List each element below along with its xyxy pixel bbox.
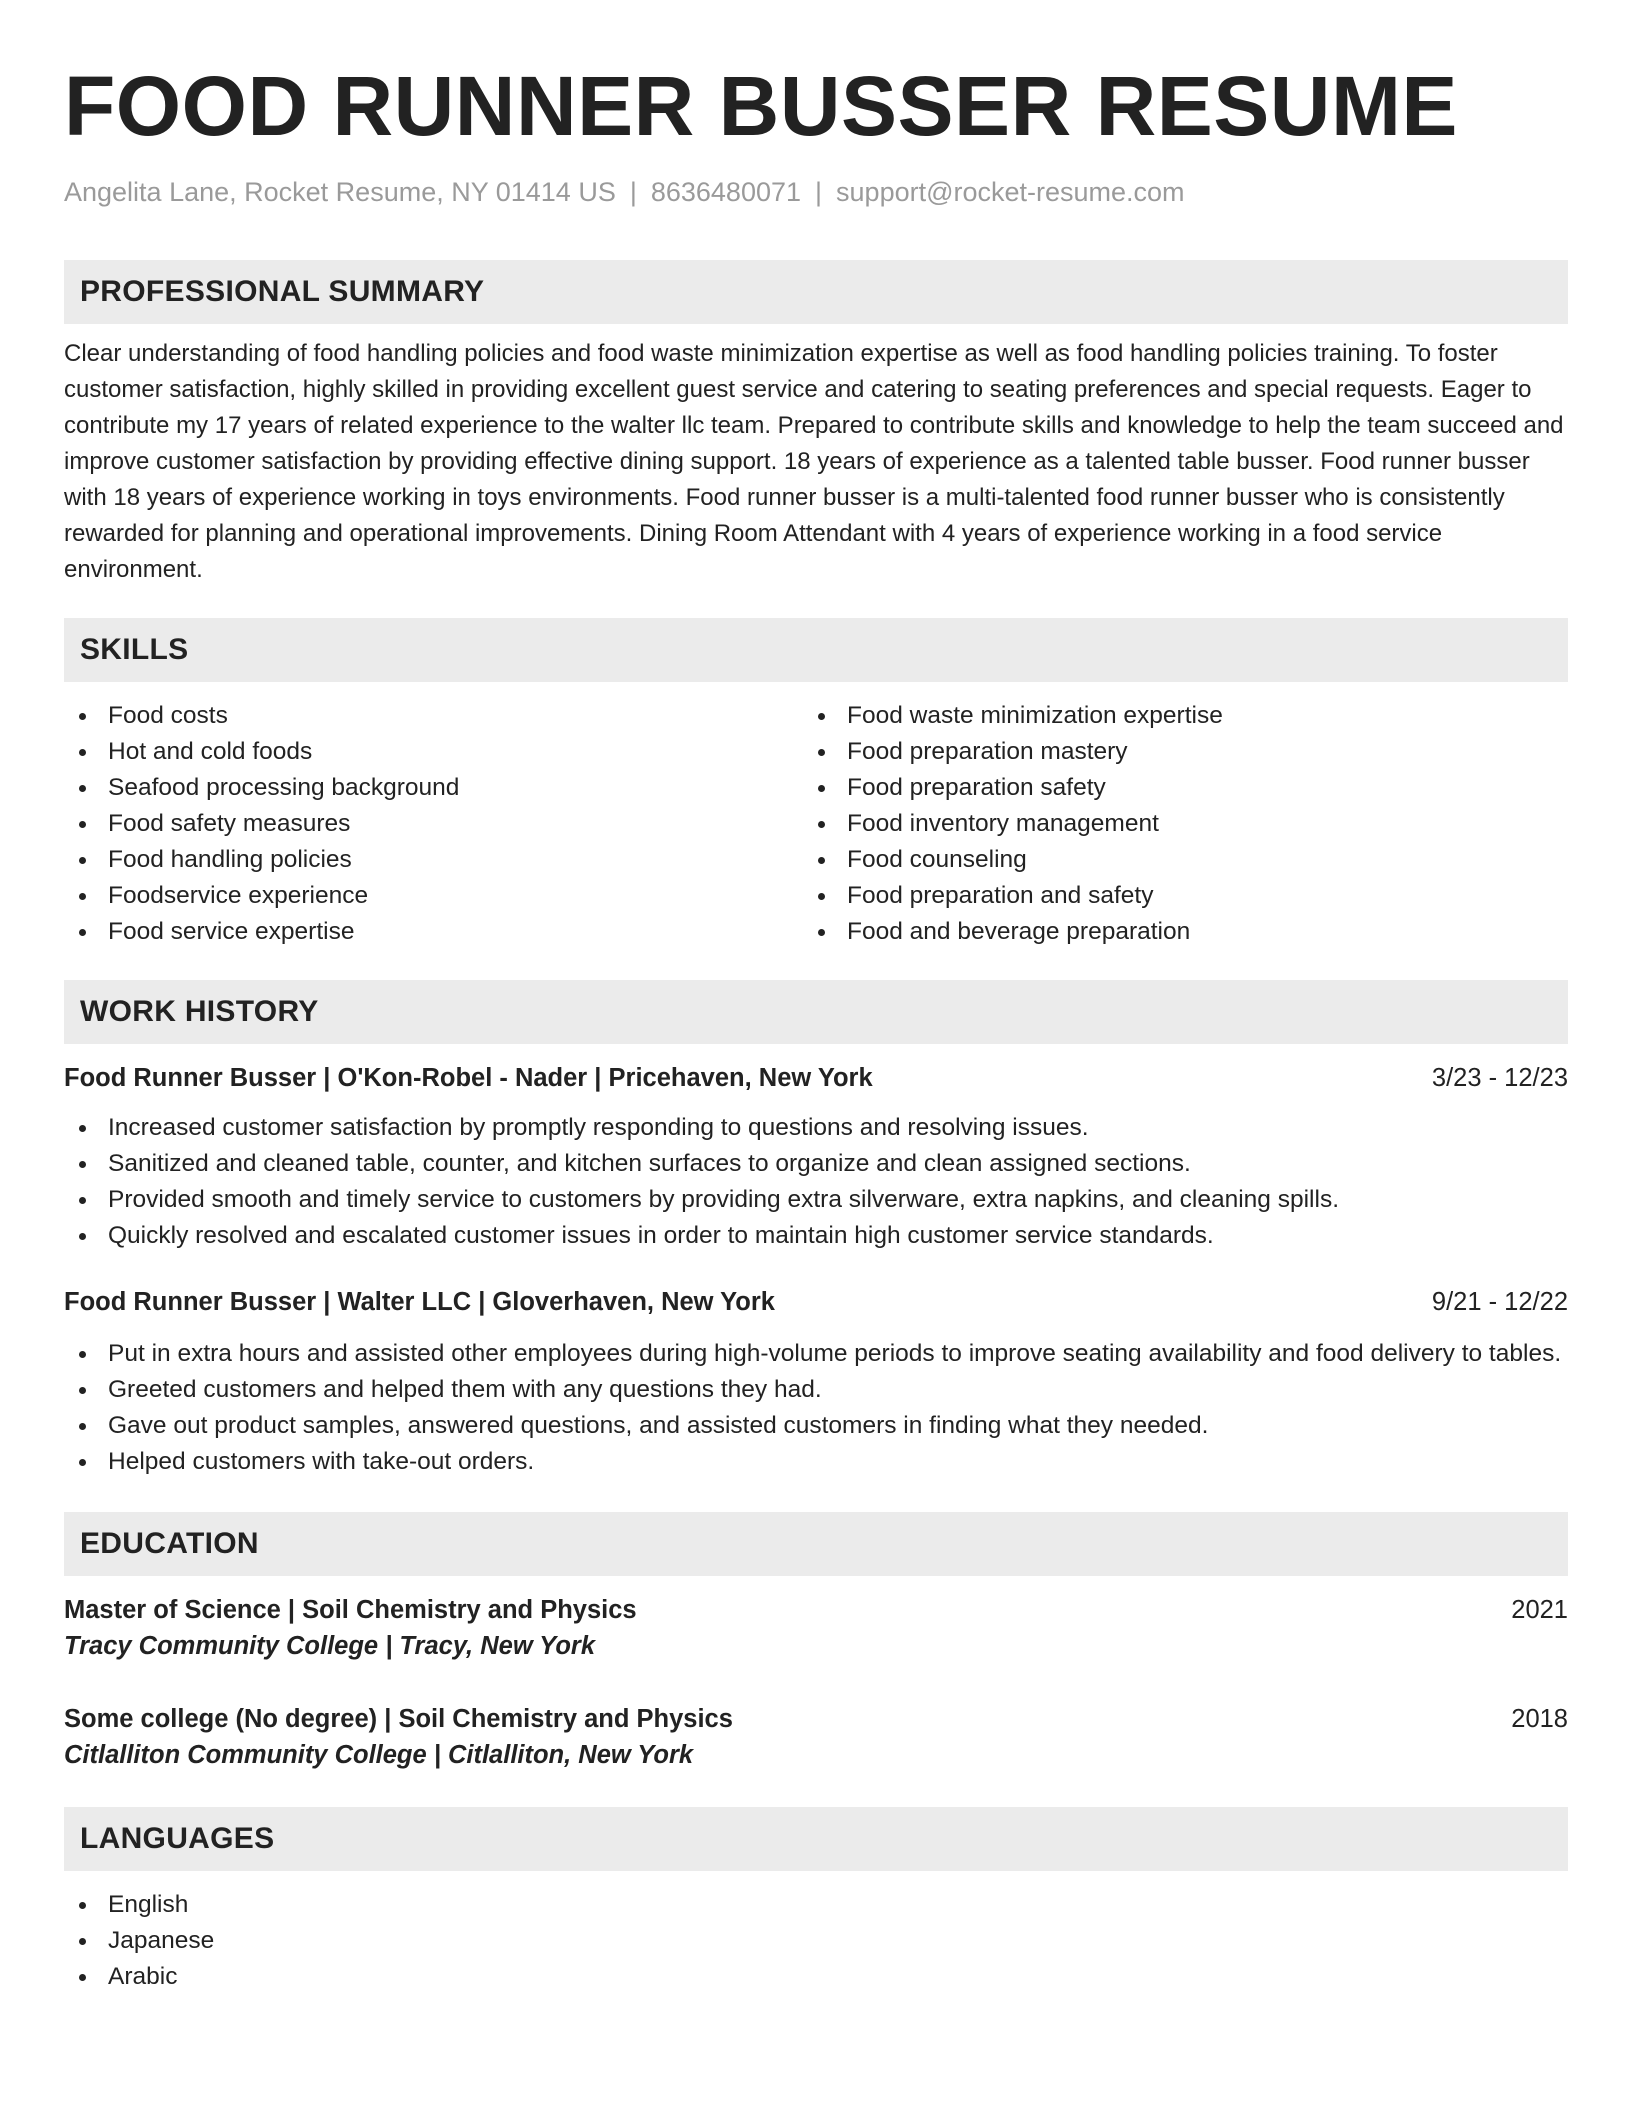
skill-item: Food waste minimization expertise [803,698,1542,734]
skill-item: Food handling policies [64,842,803,878]
education-school: Citlalliton Community College | Citlalliton, New York [64,1741,694,1770]
languages-list [64,1887,1568,1995]
contact-phone: 8636480071 [650,177,802,207]
contact-separator: | [629,177,637,207]
job-title: Food Runner Busser | O'Kon-Robel - Nader | Pricehaven, New York [64,1064,873,1093]
language-item: English [64,1887,1568,1923]
contact-address: Angelita Lane, Rocket Resume, NY 01414 US [64,177,616,207]
language-item: Japanese [64,1923,1568,1959]
skill-item: Food inventory management [803,806,1542,842]
job-dates: 3/23 - 12/23 [1431,1064,1568,1093]
skill-item: Hot and cold foods [64,734,803,770]
skills-grid [64,698,1568,950]
skill-item: Food safety measures [64,806,803,842]
education-degree: Master of Science | Soil Chemistry and Physics [64,1596,637,1625]
job-duty: Increased customer satisfaction by promptly responding to questions and resolving issues. [64,1110,1568,1146]
skills-list-left [64,698,803,950]
summary-text: Clear understanding of food handling policies and food waste minimization expertise as well as food handling policies training. To foster customer satisfaction, highly skilled in providing excellent guest service and catering to seating preferences and special requests. Eager to contribute my 17 years of related experience to the walter llc team. Prepared to contribute skills and knowledge to help the team succeed and improve customer satisfaction by providing effective dining support. 18 years of experience as a talented table busser. Food runner busser with 18 years of experience working in toys environments. Food runner busser is a multi-talented food runner busser who is consistently rewarded for planning and operational improvements. Dining Room Attendant with 4 years of experience working in a food service environment. [64,340,1564,584]
skill-item: Food counseling [803,842,1542,878]
job-duty: Provided smooth and timely service to customers by providing extra silverware, extra napkins, and cleaning spills. [64,1182,1568,1218]
job-duty: Sanitized and cleaned table, counter, and kitchen surfaces to organize and clean assigned sections. [64,1146,1568,1182]
skill-item: Food costs [64,698,803,734]
work-heading: WORK HISTORY [64,980,1568,1044]
skill-item: Food preparation and safety [803,878,1542,914]
job-duties [64,1110,1568,1254]
contact-email: support@rocket-resume.com [836,177,1185,207]
job-duty: Quickly resolved and escalated customer issues in order to maintain high customer service standards. [64,1218,1568,1254]
job-duty: Greeted customers and helped them with any questions they had. [64,1372,1568,1408]
contact-separator: | [815,177,823,207]
resume-title: FOOD RUNNER BUSSER RESUME [64,59,1458,153]
job-entry [64,1284,1568,1480]
summary-heading: PROFESSIONAL SUMMARY [64,260,1568,324]
job-title: Food Runner Busser | Walter LLC | Gloverhaven, New York [64,1288,775,1317]
contact-line [64,176,1568,208]
job-duty: Helped customers with take-out orders. [64,1444,1568,1480]
education-year: 2021 [1511,1596,1568,1625]
job-duty: Put in extra hours and assisted other employees during high-volume periods to improve seating availability and food delivery to tables. [64,1336,1568,1372]
languages-heading: LANGUAGES [64,1807,1568,1871]
job-duty: Gave out product samples, answered questions, and assisted customers in finding what they needed. [64,1408,1568,1444]
language-item: Arabic [64,1959,1568,1995]
skill-item: Food service expertise [64,914,803,950]
skills-list-right [803,698,1542,950]
skills-heading: SKILLS [64,618,1568,682]
skill-item: Foodservice experience [64,878,803,914]
education-year: 2018 [1511,1705,1568,1734]
skill-item: Food preparation mastery [803,734,1542,770]
education-school: Tracy Community College | Tracy, New York [64,1632,596,1661]
education-entry [64,1592,1568,1664]
education-heading: EDUCATION [64,1512,1568,1576]
skill-item: Food preparation safety [803,770,1542,806]
job-duties [64,1336,1568,1480]
job-dates: 9/21 - 12/22 [1431,1288,1568,1317]
education-degree: Some college (No degree) | Soil Chemistry and Physics [64,1705,733,1734]
skill-item: Food and beverage preparation [803,914,1542,950]
education-entry [64,1701,1568,1773]
skill-item: Seafood processing background [64,770,803,806]
job-entry [64,1060,1568,1254]
